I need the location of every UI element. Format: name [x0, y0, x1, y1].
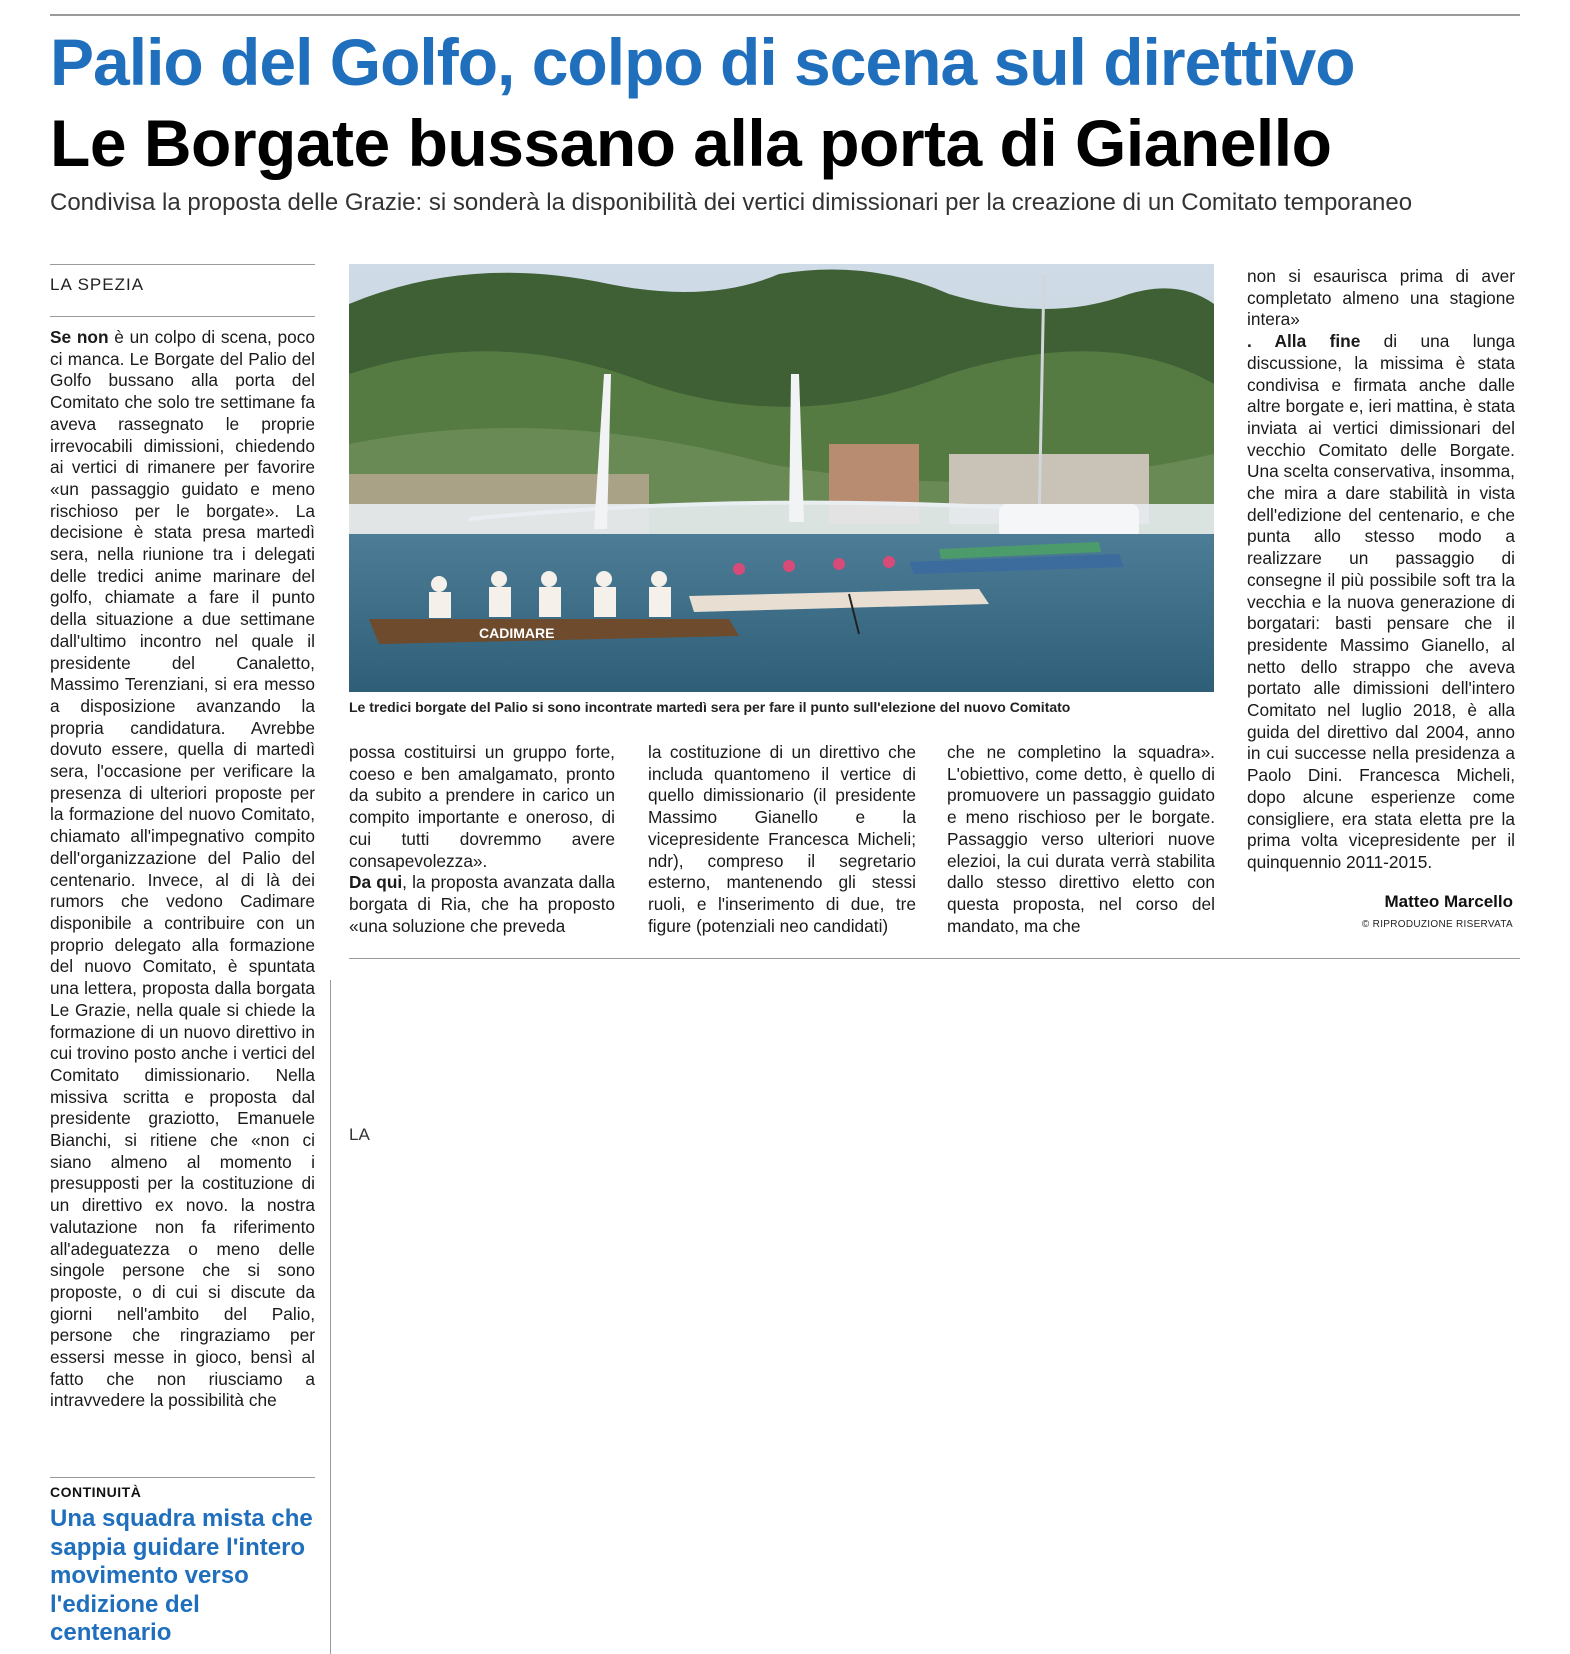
article-kicker: Palio del Golfo, colpo di scena sul direttivo: [50, 25, 1355, 99]
col2-text: possa costituirsi un gruppo forte, coeso e ben amalgamato, pronto da subito a prendere in carico un compito importante e oneroso, di cui tutti dovremmo avere consapevolezza».: [349, 742, 615, 871]
dateline-rule: [50, 316, 315, 317]
col5-text2: di una lunga discussione, la missima è stata condivisa e firmata anche dalle altre borgate e, ieri mattina, è stata inviata ai vertici dimissionari del vecchio Comitato delle Borgate. Una scelta conservativa, insomma, che mira a dare stabilità in vista dell'edizione del centenario, e che punta allo stesso modo a realizzare un passaggio di consegne il più possibile soft tra la vecchia e la nuova generazione di borgatari: basti pensare che il presidente Massimo Gianello, al netto dello strappo che aveva portato alle dimissioni dell'intero Comitato nel luglio 2018, è alla guida del direttivo dal 2004, anno in cui successe nella presidenza a Paolo Dini. Francesca Micheli, dopo alcune esperienze come consigliere, era stata eletta pre la prima volta vicepresidente per il quinquennio 2011-2015.: [1247, 331, 1515, 872]
column-5: [1247, 266, 1515, 874]
dateline: LA SPEZIA: [50, 275, 145, 294]
article-deck: Condivisa la proposta delle Grazie: si sonderà la disponibilità dei vertici dimissionari per la creazione di un Comitato temporaneo: [50, 189, 1413, 216]
article-headline: Le Borgate bussano alla porta di Gianello: [50, 106, 1332, 180]
author-byline: Matteo Marcello: [1384, 892, 1513, 911]
ghost-fragment: LA: [349, 1125, 370, 1144]
boat-name: CADIMARE: [479, 625, 555, 641]
col5-lead: . Alla fine: [1247, 331, 1361, 352]
article-bottom-rule: [349, 958, 1520, 959]
box-rule: [50, 1477, 315, 1478]
col1-right-rule: [330, 980, 331, 1654]
col3-text: la costituzione di un direttivo che includa quantomeno il vertice di quello dimissionario (il presidente Massimo Gianello e la vicepresidente Francesca Micheli; ndr), compreso il segretario esterno, mantenendo gli stessi ruoli, e l'inserimento di due, tre figure (potenziali neo candidati): [648, 742, 916, 936]
col1-lead: Se non: [50, 327, 109, 347]
col5-text: non si esaurisca prima di aver completato almeno una stagione intera»: [1247, 266, 1515, 330]
rowing-boats-photo: [349, 264, 1214, 692]
column-3: [648, 742, 916, 937]
column-4: [947, 742, 1215, 937]
col2-lead: Da qui: [349, 872, 403, 893]
top-rule: [50, 14, 1520, 16]
col2-text2: , la proposta avanzata dalla borgata di Ria, che ha proposto «una soluzione che preveda: [349, 872, 615, 936]
copyright-notice: © RIPRODUZIONE RISERVATA: [1361, 919, 1513, 930]
article-photo: [349, 264, 1214, 692]
photo-caption: Le tredici borgate del Palio si sono incontrate martedì sera per fare il punto sull'elezione del nuovo Comitato: [349, 699, 1071, 715]
box-quote: Una squadra mista che sappia guidare l'intero movimento verso l'edizione del centenario: [50, 1505, 313, 1646]
col4-text: che ne completino la squadra». L'obiettivo, come detto, è quello di promuovere un passaggio guidato e meno rischioso per le borgate. Passaggio verso ulteriori nuove elezioi, la cui durata verrà stabilita dallo stesso direttivo eletto con questa proposta, nel corso del mandato, ma che: [947, 742, 1215, 936]
col1-top-rule: [50, 264, 315, 265]
column-2: [349, 742, 615, 937]
col1-text: è un colpo di scena, poco ci manca. Le Borgate del Palio del Golfo bussano alla porta del Comitato che solo tre settimane fa aveva rassegnato le proprie irrevocabili dimissioni, chiedendo ai vertici di rimanere per favorire «un passaggio guidato e meno rischioso per le borgate». La decisione è stata presa martedì sera, nella riunione tra i delegati delle tredici anime marinare del golfo, chiamate a fare il punto della situazione a due settimane dall'ultimo incontro nel quale il presidente del Canaletto, Massimo Terenziani, si era messo a disposizione avanzando la propria candidatura. Avrebbe dovuto essere, quella di martedì sera, l'occasione per verificare la presenza di ulteriori proposte per la formazione del nuovo Comitato, chiamato all'impegnativo compito dell'organizzazione del Palio del centenario. Invece, al di là dei rumors che vedono Cadimare disponibile a contribuire con un proprio delegato alla formazione del nuovo Comitato, è spuntata una lettera, proposta dalla borgata Le Grazie, nella quale si chiede la formazione di un nuovo direttivo in cui trovino posto anche i vertici del Comitato dimissionario. Nella missiva scritta e proposta dal presidente graziotto, Emanuele Bianchi, si ritiene che «non ci siano almeno al momento i presupposti per la costituzione di un direttivo ex novo. la nostra valutazione non fa riferimento all'adeguatezza o meno delle singole persone che si sono proposte, o di cui si discute da giorni nell'ambito del Palio, persone che ringraziamo per essersi messe in gioco, bensì al fatto che non riusciamo a intravvedere la possibilità che: [50, 327, 316, 1411]
column-1: [50, 327, 315, 1412]
box-label: CONTINUITÀ: [50, 1484, 142, 1500]
